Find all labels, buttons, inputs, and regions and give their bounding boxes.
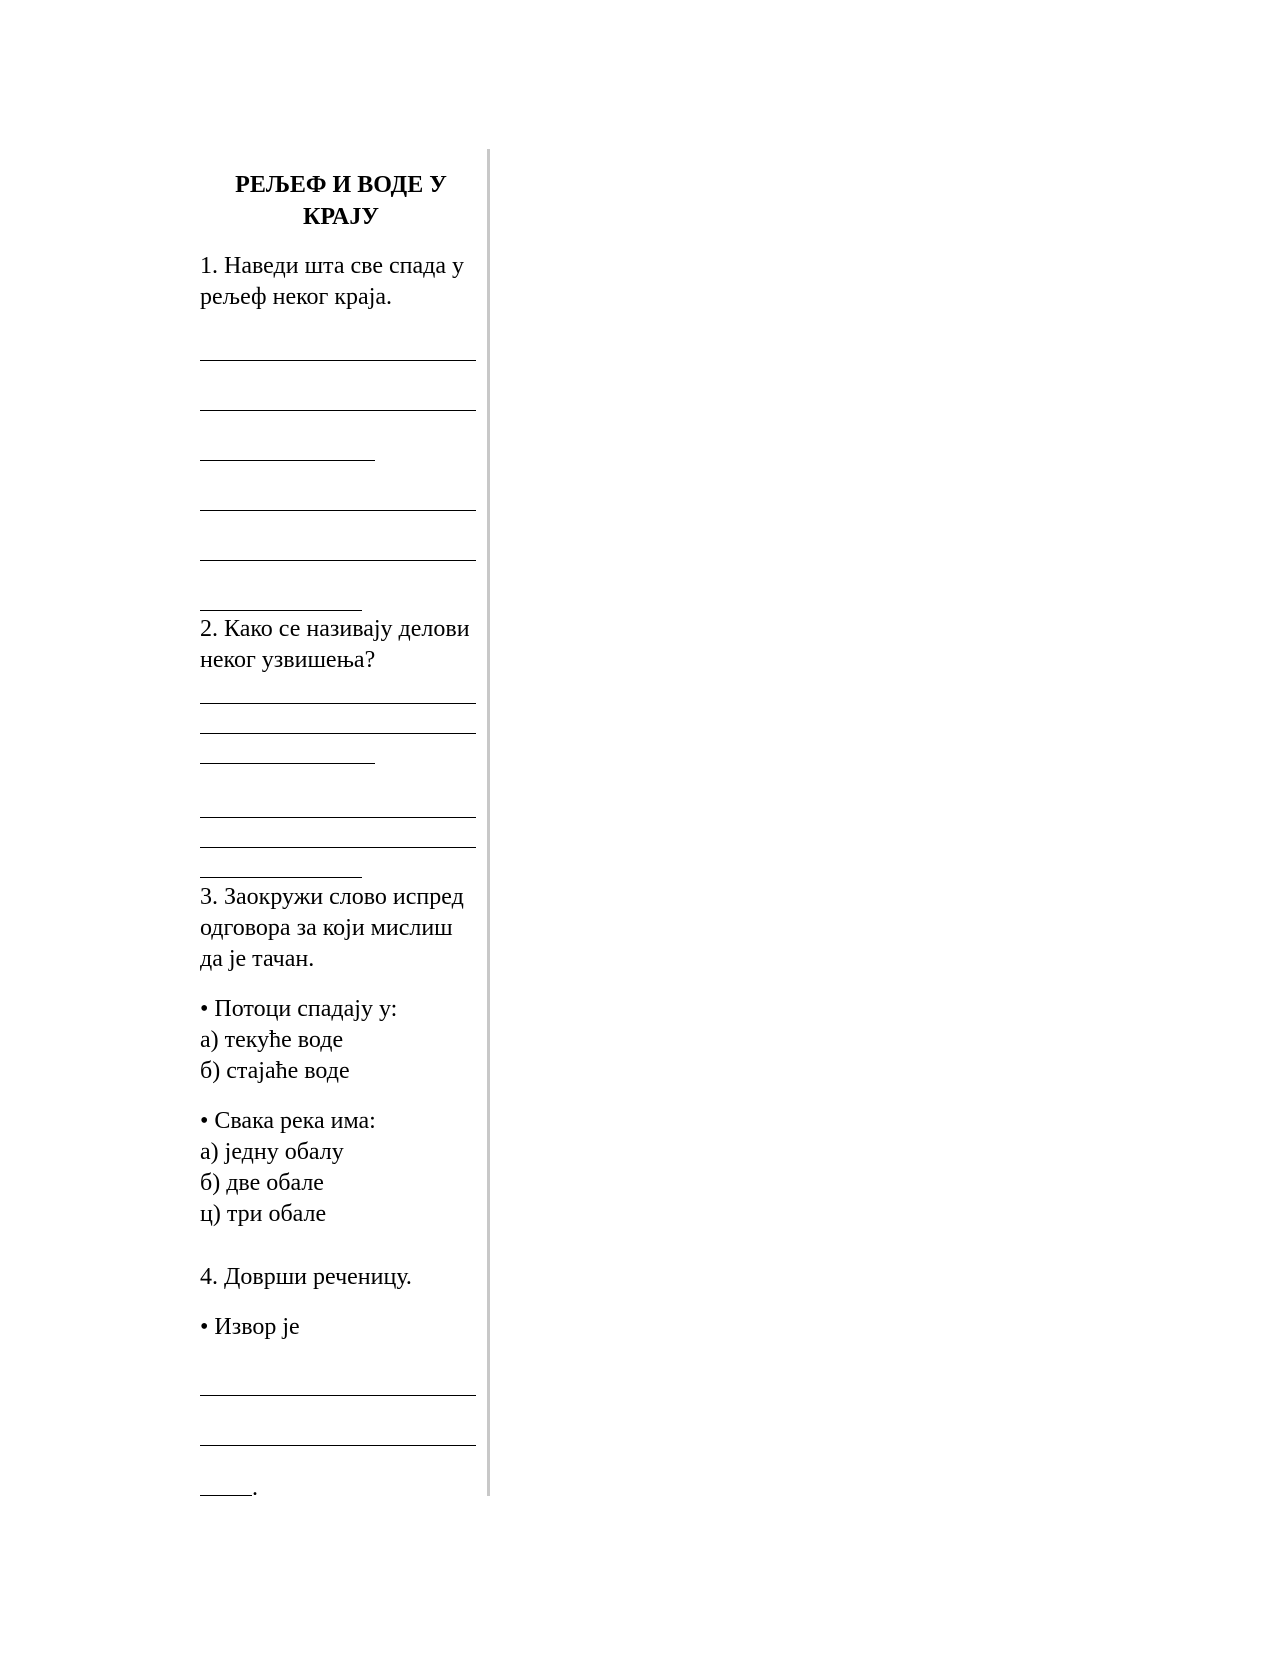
- q3-group1-prompt: • Потоци спадају у:: [200, 996, 398, 1022]
- answer-line[interactable]: [200, 1495, 252, 1496]
- q2-line-1: 2. Како се називају делови: [200, 616, 470, 642]
- answer-line[interactable]: [200, 360, 476, 361]
- title-text: РЕЉЕФ И ВОДЕ У КРАЈУ: [235, 172, 447, 230]
- column-divider: [487, 149, 490, 1496]
- q4-prompt: • Извор је: [200, 1314, 300, 1340]
- worksheet-column: [200, 165, 482, 1501]
- answer-line[interactable]: [200, 610, 362, 611]
- q3-line-2: одговора за који мислиш: [200, 915, 453, 941]
- sentence-end-period: .: [252, 1475, 258, 1501]
- q1-line-2: рељеф неког краја.: [200, 284, 393, 310]
- q3-group1-option-a[interactable]: а) текуће воде: [200, 1027, 344, 1053]
- answer-line[interactable]: [200, 460, 375, 461]
- q3-group2-option-a[interactable]: а) једну обалу: [200, 1139, 344, 1165]
- q3-group1-option-b[interactable]: б) стајаће воде: [200, 1058, 350, 1084]
- q1-line-1: 1. Наведи шта све спада у: [200, 253, 464, 279]
- answer-line[interactable]: [200, 1445, 476, 1446]
- q3-group2-option-c[interactable]: ц) три обале: [200, 1201, 327, 1227]
- answer-line[interactable]: [200, 410, 476, 411]
- answer-line[interactable]: [200, 877, 362, 878]
- q4-line-1: 4. Доврши реченицу.: [200, 1264, 412, 1290]
- answer-line[interactable]: [200, 763, 375, 764]
- answer-line[interactable]: [200, 510, 476, 511]
- q3-group2-option-b[interactable]: б) две обале: [200, 1170, 324, 1196]
- answer-line[interactable]: [200, 1395, 476, 1396]
- worksheet-title: [200, 169, 482, 233]
- answer-line[interactable]: [200, 847, 476, 848]
- q2-line-2: неког узвишења?: [200, 647, 376, 673]
- q3-line-1: 3. Заокружи слово испред: [200, 884, 464, 910]
- q3-group2-prompt: • Свака река има:: [200, 1108, 376, 1134]
- answer-line[interactable]: [200, 703, 476, 704]
- q3-line-3: да је тачан.: [200, 946, 315, 972]
- answer-line[interactable]: [200, 560, 476, 561]
- answer-line[interactable]: [200, 817, 476, 818]
- answer-line[interactable]: [200, 733, 476, 734]
